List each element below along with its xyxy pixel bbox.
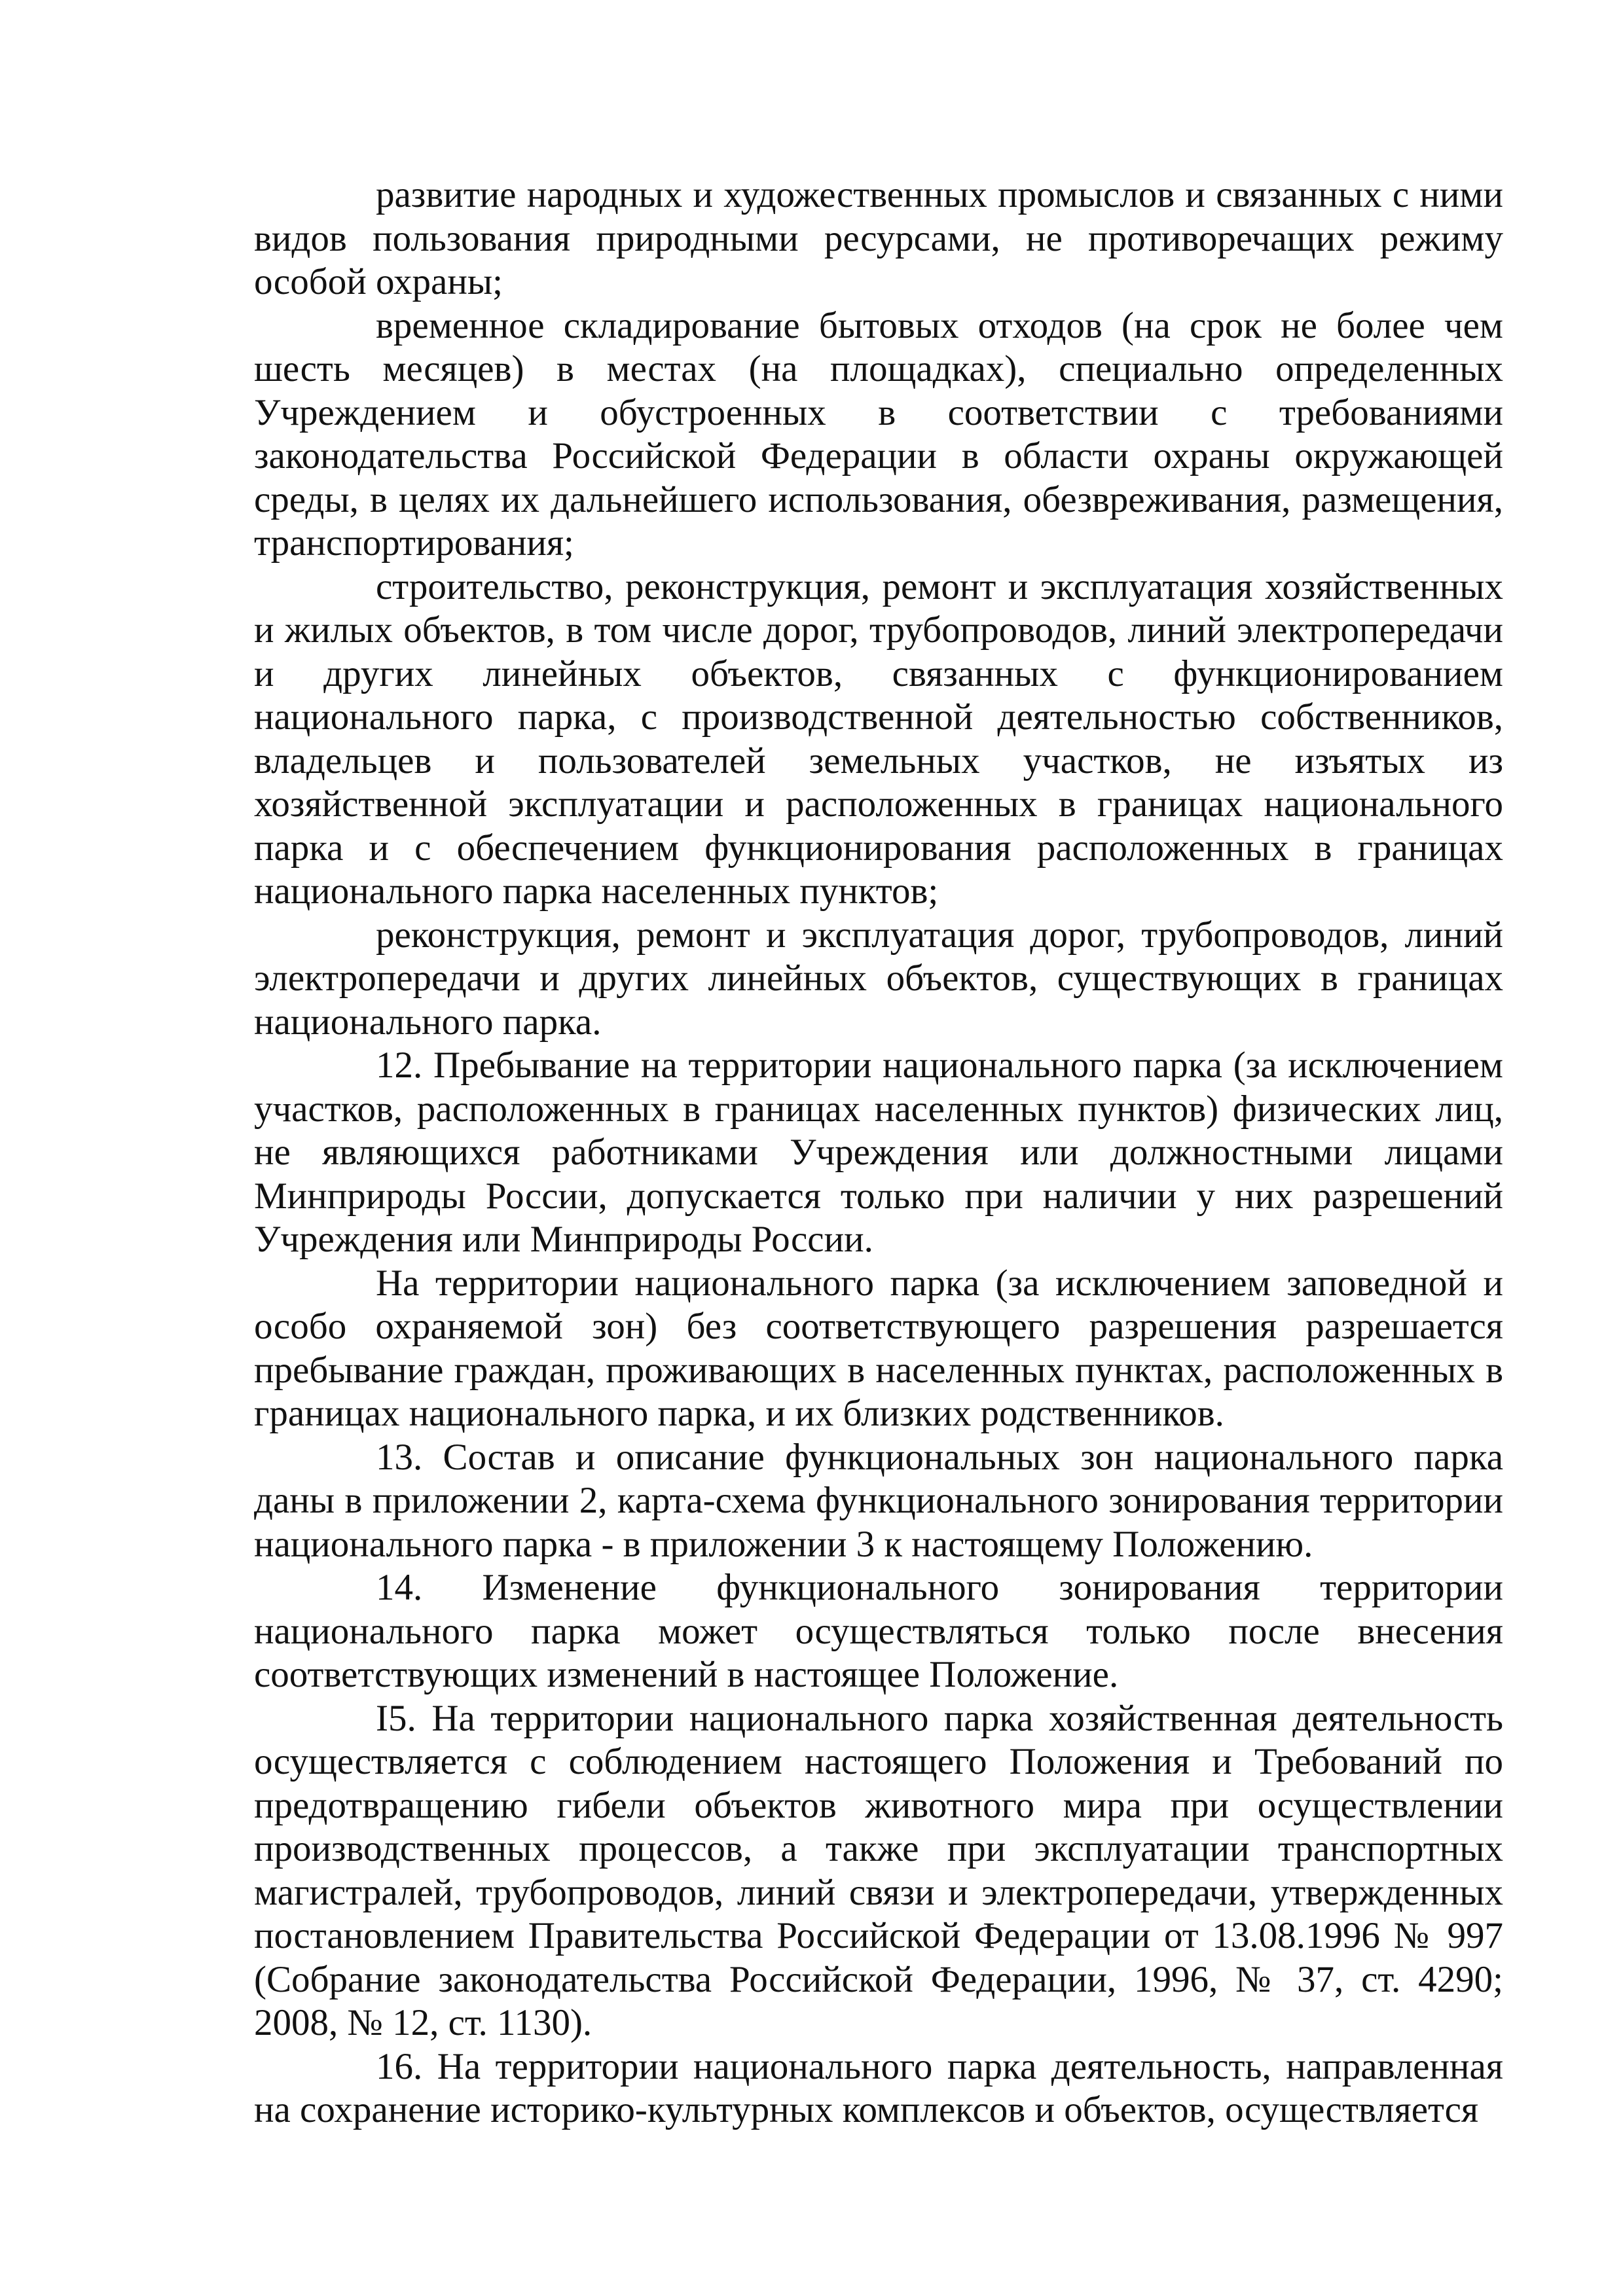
paragraph-12-stay: 12. Пребывание на территории национального парка (за исключением участков, расположенных в границах населенных пунктов) физических лиц, не являющихся работниками Учреждения или должностными лицами Минприроды России, допускается только при наличии у них разрешений Учреждения или Минприроды России. xyxy=(254,1045,1503,1260)
paragraph-16-heritage: 16. На территории национального парка деятельность, направленная на сохранение историко-культурных комплексов и объектов, осуществляется xyxy=(254,2045,1503,2130)
paragraph-14-zoning-change: 14. Изменение функционального зонирования территории национального парка может осуществляться только после внесения соответствующих изменений в настоящее Положение. xyxy=(254,1567,1503,1695)
document-body xyxy=(254,173,1503,2132)
paragraph-15-economic-activity: I5. На территории национального парка хозяйственная деятельность осуществляется с соблюдением настоящего Положения и Требований по предотвращению гибели объектов животного мира при осуществлении производственных процессов, а также при эксплуатации транспортных магистралей, трубопроводов, линий связи и электропередачи, утвержденных постановлением Правительства Российской Федерации от 13.08.1996 № 997 (Собрание законодательства Российской Федерации, 1996, № 37, ст. 4290; 2008, № 12, ст. 1130). xyxy=(254,1697,1503,2043)
paragraph-13-zones: 13. Состав и описание функциональных зон национального парка даны в приложении 2, карта-схема функционального зонирования территории национального парка - в приложении 3 к настоящему Положению. xyxy=(254,1436,1503,1565)
paragraph-reconstruction: реконструкция, ремонт и эксплуатация дорог, трубопроводов, линий электропередачи и других линейных объектов, существующих в границах национального парка. xyxy=(254,914,1503,1043)
paragraph-construction: строительство, реконструкция, ремонт и эксплуатация хозяйственных и жилых объектов, в том числе дорог, трубопроводов, линий электропередачи и других линейных объектов, связанных с функционированием национального парка, с производственной деятельностью собственников, владельцев и пользователей земельных участков, не изъятых из хозяйственной эксплуатации и расположенных в границах национального парка и с обеспечением функционирования расположенных в границах национального парка населенных пунктов; xyxy=(254,565,1503,912)
paragraph-waste-storage: временное складирование бытовых отходов (на срок не более чем шесть месяцев) в местах (на площадках), специально определенных Учреждением и обустроенных в соответствии с требованиями законодательства Российской Федерации в области охраны окружающей среды, в целях их дальнейшего использования, обезвреживания, размещения, транспортирования; xyxy=(254,304,1503,564)
paragraph-crafts: развитие народных и художественных промыслов и связанных с ними видов пользования природными ресурсами, не противоречащих режиму особой охраны; xyxy=(254,174,1503,302)
paragraph-12-residents: На территории национального парка (за исключением заповедной и особо охраняемой зон) без соответствующего разрешения разрешается пребывание граждан, проживающих в населенных пунктах, расположенных в границах национального парка, и их близких родственников. xyxy=(254,1262,1503,1434)
